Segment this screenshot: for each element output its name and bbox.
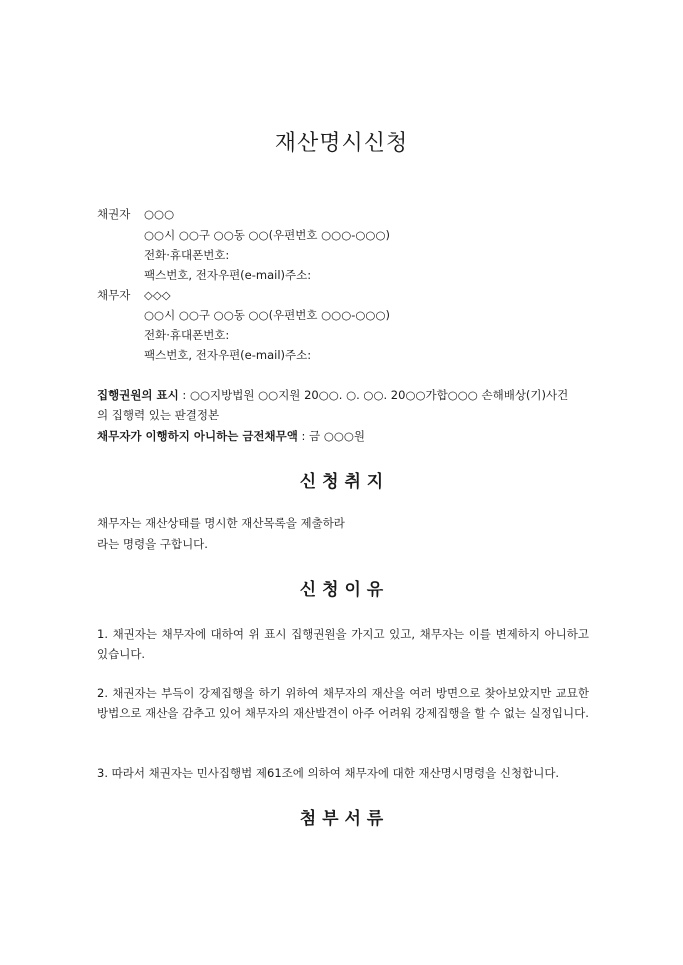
attachments-heading: 첨 부 서 류 <box>299 809 384 829</box>
debtor-label: 채무자 <box>97 288 131 302</box>
reason-item-2: 2. 채권자는 부득이 강제집행을 하기 위하여 채무자의 재산을 여러 방면으로 찾아보았지만 교묘한 방법으로 재산을 감추고 있어 채무자의 재산발견이 아주 어려워 강제집행을 할 수 없는 실정입니다. <box>97 686 589 720</box>
purpose-heading: 신 청 취 지 <box>299 472 384 492</box>
purpose-line-1: 채무자는 재산상태를 명시한 재산목록을 제출하라 <box>97 516 345 530</box>
debtor-name: ◇◇◇ <box>144 288 171 302</box>
creditor-label: 채권자 <box>97 207 131 221</box>
execution-title-line <box>97 387 568 403</box>
document-title: 재산명시신청 <box>274 131 409 156</box>
debtor-address: ○○시 ○○구 ○○동 ○○(우편번호 ○○○-○○○) <box>144 308 390 322</box>
creditor-name: ○○○ <box>144 207 175 221</box>
creditor-address: ○○시 ○○구 ○○동 ○○(우편번호 ○○○-○○○) <box>144 228 390 242</box>
debtor-fax-email: 팩스번호, 전자우편(e-mail)주소: <box>144 348 312 362</box>
reason-heading: 신 청 이 유 <box>299 580 384 600</box>
reason-item-1: 1. 채권자는 채무자에 대하여 위 표시 집행권원을 가지고 있고, 채무자는 이를 변제하지 아니하고 있습니다. <box>97 627 589 661</box>
execution-title-label: 집행권원의 표시 <box>97 388 179 402</box>
creditor-fax-email: 팩스번호, 전자우편(e-mail)주소: <box>144 268 312 282</box>
execution-title-text: : ○○지방법원 ○○지원 20○○. ○. ○○. 20○○가합○○○ 손해배상(기)사건 <box>178 388 569 402</box>
unpaid-debt-label: 채무자가 이행하지 아니하는 금전채무액 <box>97 429 298 443</box>
unpaid-debt-text: : 금 ○○○원 <box>297 429 366 443</box>
purpose-line-2: 라는 명령을 구합니다. <box>97 537 208 551</box>
unpaid-debt-line <box>97 428 365 444</box>
creditor-phone: 전화‧휴대폰번호: <box>144 248 230 262</box>
reason-item-3: 3. 따라서 채권자는 민사집행법 제61조에 의하여 채무자에 대한 재산명시명령을 신청합니다. <box>97 766 560 780</box>
debtor-phone: 전화‧휴대폰번호: <box>144 328 230 342</box>
execution-title-continuation: 의 집행력 있는 판결정본 <box>97 408 220 422</box>
